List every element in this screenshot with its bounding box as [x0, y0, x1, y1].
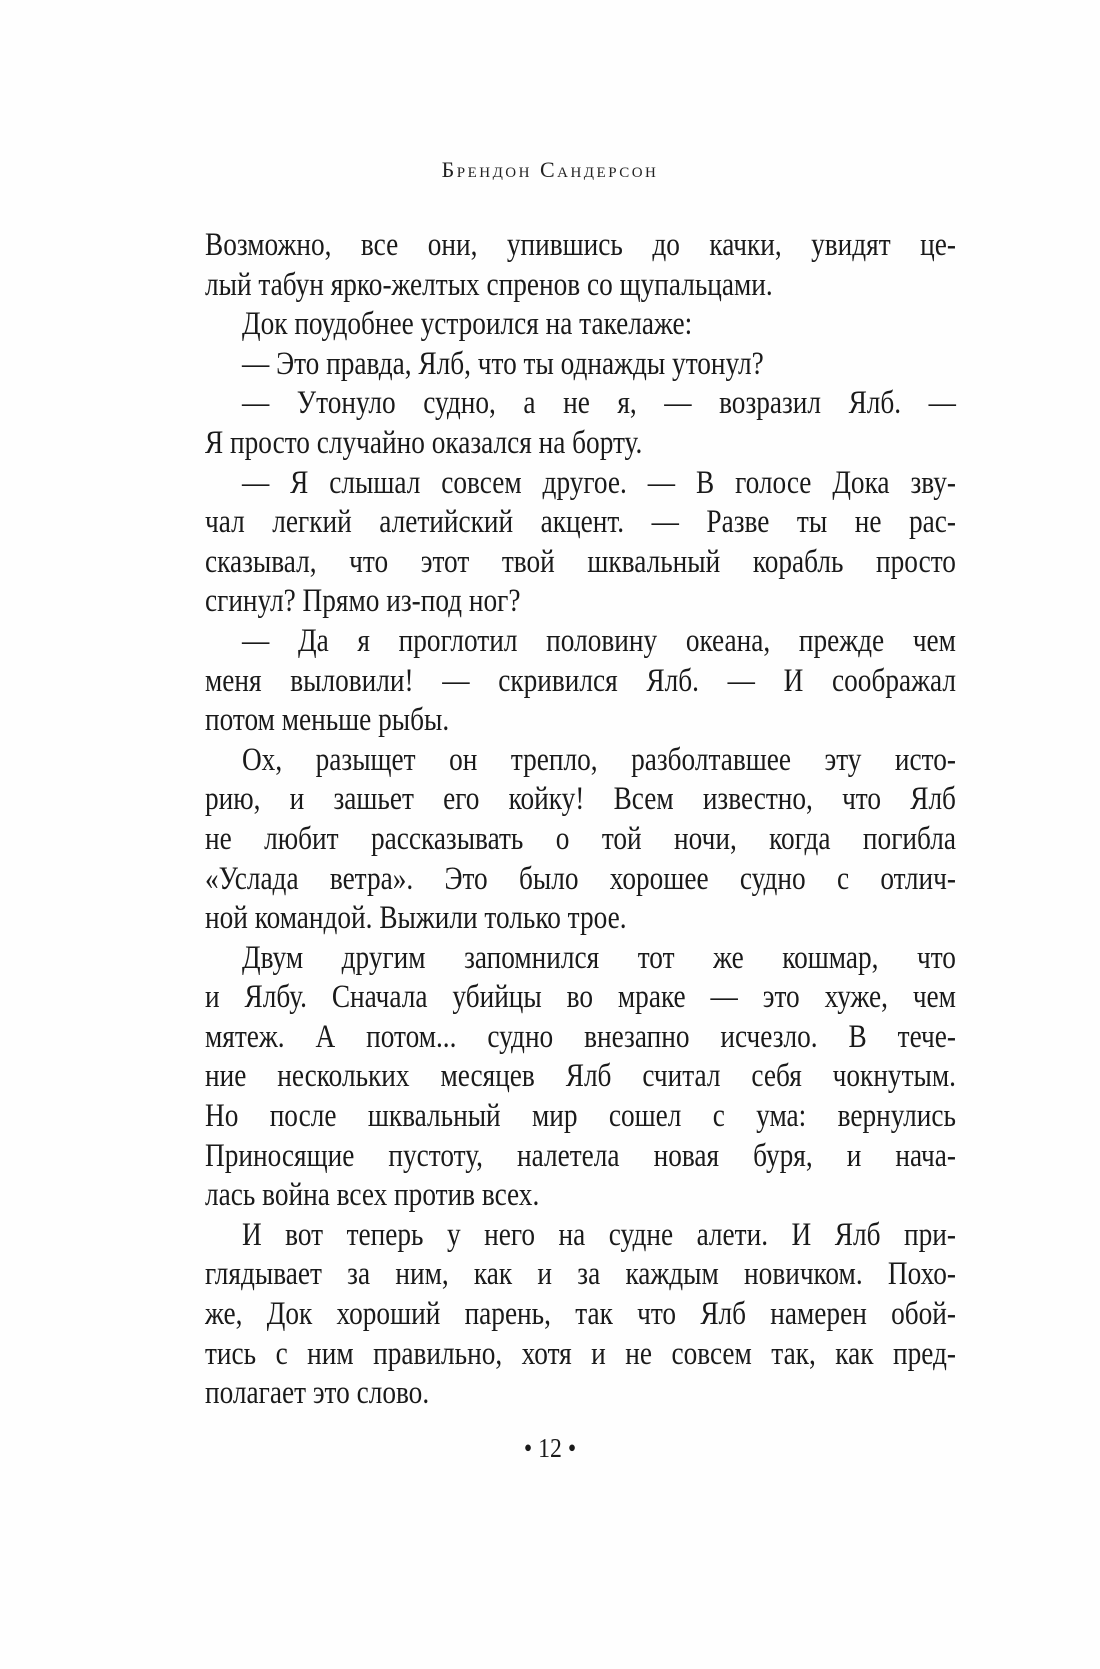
text-line: лась война всех против всех.: [205, 1177, 540, 1214]
text-line: не любит рассказывать о той ночи, когда погибла: [205, 820, 956, 857]
text-line: Двум другим запомнился тот же кошмар, что: [241, 939, 956, 976]
text-line: лый табун ярко-желтых спренов со щупальцами.: [205, 266, 773, 303]
body-text: [205, 226, 956, 1414]
text-line: — Да я проглотил половину океана, прежде чем: [241, 622, 956, 659]
text-line: тись с ним правильно, хотя и не совсем так, как пред-: [205, 1335, 956, 1372]
text-line: полагает это слово.: [205, 1375, 430, 1412]
text-line: И вот теперь у него на судне алети. И Ялб при-: [241, 1216, 956, 1253]
text-line: потом меньше рыбы.: [205, 702, 450, 739]
text-line: глядывает за ним, как и за каждым новичком. Похо-: [205, 1256, 956, 1293]
text-line: Ох, разыщет он трепло, разболтавшее эту исто-: [241, 741, 956, 778]
text-line: Но после шквальный мир сошел с ума: вернулись: [205, 1098, 956, 1135]
text-line: — Утонуло судно, а не я, — возразил Ялб. —: [241, 385, 956, 422]
text-line: и Ялбу. Сначала убийцы во мраке — это хуже, чем: [205, 979, 956, 1016]
text-line: «Услада ветра». Это было хорошее судно с отлич-: [205, 860, 956, 897]
text-line: Возможно, все они, упившись до качки, увидят це-: [205, 227, 956, 263]
page-number: • 12 •: [523, 1433, 577, 1463]
text-line: сгинул? Прямо из-под ног?: [205, 583, 521, 620]
text-line: чал легкий алетийский акцент. — Разве ты не рас-: [205, 504, 956, 541]
text-line: — Это правда, Ялб, что ты однажды утонул?: [241, 345, 764, 382]
text-line: Я просто случайно оказался на борту.: [205, 424, 643, 461]
text-line: меня выловили! — скривился Ялб. — И соображал: [205, 662, 956, 699]
text-line: сказывал, что этот твой шквальный корабль просто: [205, 543, 956, 580]
text-line: Приносящие пустоту, налетела новая буря, и нача-: [205, 1137, 956, 1174]
text-line: мятеж. А потом... судно внезапно исчезло. В тече-: [205, 1018, 956, 1055]
text-line: ной командой. Выжили только трое.: [205, 900, 627, 937]
text-line: Док поудобнее устроился на такелаже:: [241, 306, 693, 343]
text-line: ние нескольких месяцев Ялб считал себя чокнутым.: [205, 1058, 956, 1095]
text-line: же, Док хороший парень, так что Ялб намерен обой-: [205, 1296, 956, 1333]
running-head-author: Брендон Сандерсон: [441, 157, 659, 182]
text-line: рию, и зашьет его койку! Всем известно, что Ялб: [205, 781, 956, 818]
text-line: — Я слышал совсем другое. — В голосе Дока зву-: [241, 464, 956, 501]
